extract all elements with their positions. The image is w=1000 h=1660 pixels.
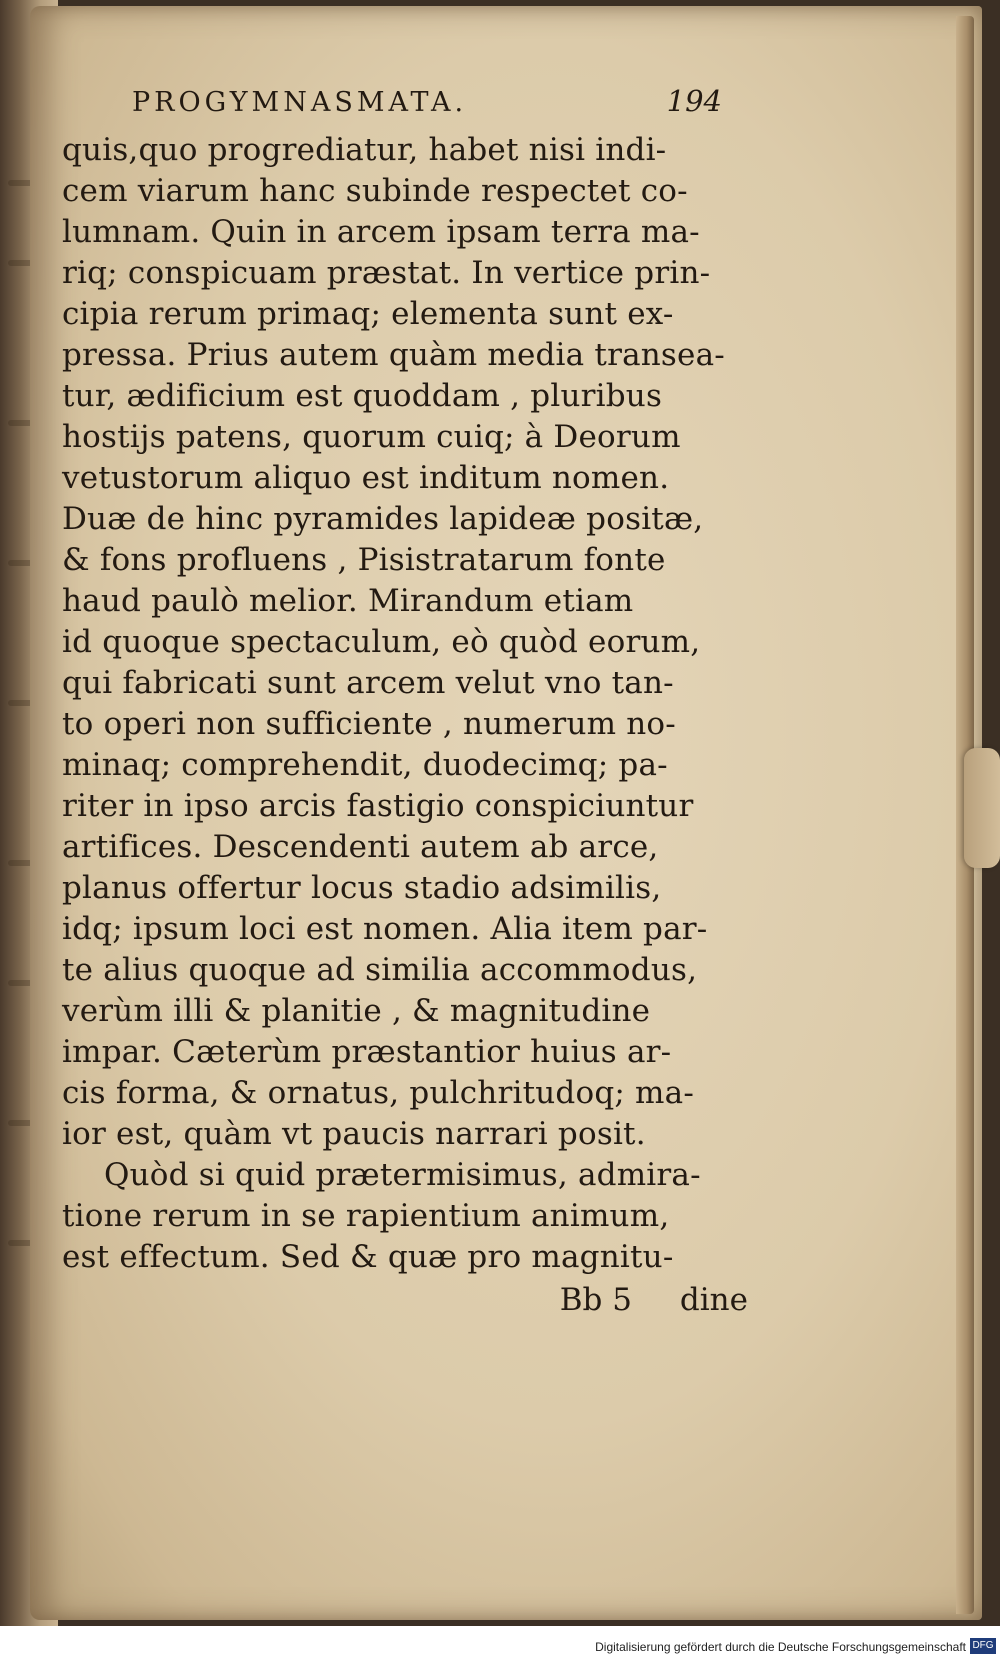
paragraph-2 <box>62 1155 752 1278</box>
running-title: PROGYMNASMATA. <box>132 87 468 118</box>
text-line: verùm illi & planitie , & magnitudine <box>62 993 651 1029</box>
text-line: te alius quoque ad similia accommodus, <box>62 952 698 988</box>
signature-mark: Bb 5 <box>559 1282 632 1318</box>
paragraph-1 <box>62 130 752 1155</box>
text-line: ior est, quàm vt paucis narrari posit. <box>62 1116 646 1152</box>
text-line: riter in ipso arcis fastigio conspiciuntur <box>62 788 694 824</box>
text-line: tione rerum in se rapientium animum, <box>62 1198 670 1234</box>
funding-credit: Digitalisierung gefördert durch die Deutsche Forschungsgemeinschaft <box>595 1640 966 1654</box>
text-line: planus offertur locus stadio adsimilis, <box>62 870 662 906</box>
text-line: hostijs patens, quorum cuiq; à Deorum <box>62 419 681 455</box>
text-line: cipia rerum primaq; elementa sunt ex- <box>62 296 674 332</box>
text-line: impar. Cæterùm præstantior huius ar- <box>62 1034 672 1070</box>
text-line: & fons profluens , Pisistratarum fonte <box>62 542 666 578</box>
text-line: minaq; comprehendit, duodecimq; pa- <box>62 747 668 783</box>
text-line: haud paulò melior. Mirandum etiam <box>62 583 634 619</box>
text-line: artifices. Descendenti autem ab arce, <box>62 829 659 865</box>
text-line: id quoque spectaculum, eò quòd eorum, <box>62 624 701 660</box>
text-line: Duæ de hinc pyramides lapideæ positæ, <box>62 501 704 537</box>
text-line: cis forma, & ornatus, pulchritudoq; ma- <box>62 1075 695 1111</box>
text-line: tur, ædificium est quoddam , pluribus <box>62 378 663 414</box>
text-line: riq; conspicuam præstat. In vertice prin- <box>62 255 711 291</box>
text-line: qui fabricati sunt arcem velut vno tan- <box>62 665 674 701</box>
catchword: dine <box>679 1282 748 1318</box>
catchline <box>62 1278 752 1322</box>
text-line: quis,quo progrediatur, habet nisi indi- <box>62 132 667 168</box>
text-line: est effectum. Sed & quæ pro magnitu- <box>62 1239 674 1275</box>
text-line: cem viarum hanc subinde respectet co- <box>62 173 688 209</box>
page-number: 194 <box>666 84 722 118</box>
text-line: to operi non sufficiente , numerum no- <box>62 706 676 742</box>
text-line: lumnam. Quin in arcem ipsam terra ma- <box>62 214 700 250</box>
page-clip <box>964 748 1000 868</box>
running-header <box>62 84 752 130</box>
text-line: vetustorum aliquo est inditum nomen. <box>62 460 670 496</box>
page-text <box>62 84 752 1322</box>
text-line: pressa. Prius autem quàm media transea- <box>62 337 725 373</box>
text-line: idq; ipsum loci est nomen. Alia item par- <box>62 911 708 947</box>
dfg-logo: DFG <box>970 1638 996 1654</box>
text-line: Quòd si quid prætermisimus, admira- <box>104 1157 701 1193</box>
